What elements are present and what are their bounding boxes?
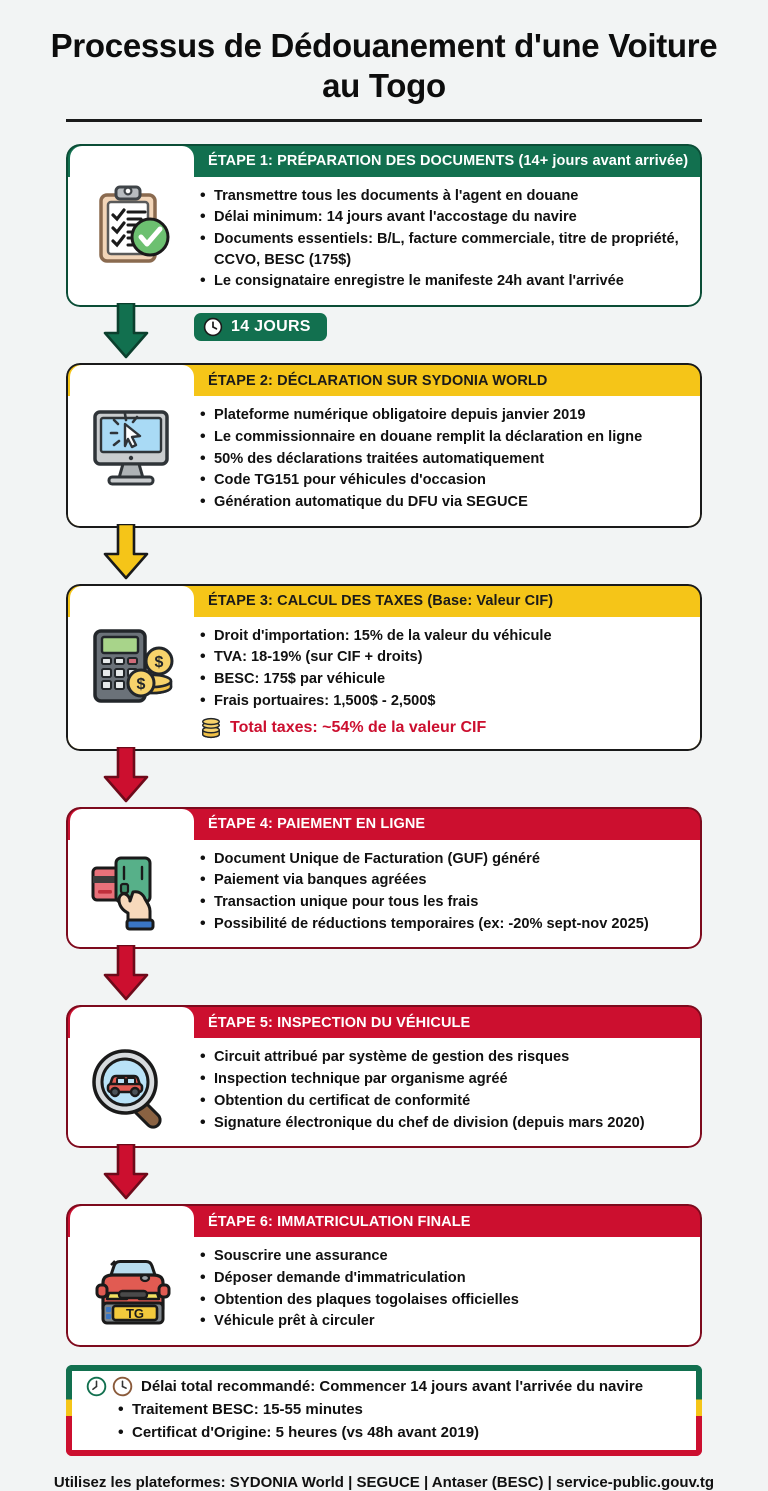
arrow-down-icon: [100, 1144, 160, 1204]
step-3-plate: [66, 584, 702, 751]
step-card-6: [66, 1204, 702, 1347]
step-2-icon-tab: [70, 365, 194, 398]
magnifier-car-icon: [87, 1044, 179, 1136]
svg-text:$: $: [136, 675, 146, 693]
step-5-icon-tab: [70, 1007, 194, 1040]
step-3-total: [198, 717, 686, 739]
step-2-icon-column: [68, 396, 198, 494]
step-5-body: [68, 1038, 700, 1146]
arrow-3-to-4: [66, 751, 702, 807]
list-item: • Transmettre tous les documents à l'agent en douane: [198, 186, 686, 207]
step-3-body: [68, 617, 700, 749]
step-1-icon-column: [68, 177, 198, 275]
step-2-body: [68, 396, 700, 526]
summary-list: [80, 1399, 686, 1444]
desktop-cursor-icon: [87, 402, 179, 494]
step-2-bullets: [198, 396, 700, 526]
step-1-title: ÉTAPE 1: PRÉPARATION DES DOCUMENTS (14+ jours avant arrivée): [208, 153, 689, 169]
clipboard-check-icon: [87, 183, 179, 275]
duration-badge-label: 14 JOURS: [231, 318, 311, 336]
arrow-1-to-2: [66, 307, 702, 363]
step-6-icon-column: [68, 1237, 198, 1335]
list-item: • Inspection technique par organisme agréé: [198, 1069, 686, 1090]
step-1-bullets: [198, 177, 700, 306]
step-card-1: [66, 144, 702, 308]
list-item: • Paiement via banques agréées: [198, 870, 686, 891]
svg-text:$: $: [154, 653, 164, 671]
step-6-icon-tab: [70, 1206, 194, 1239]
step-card-2: [66, 363, 702, 528]
step-4-title: ÉTAPE 4: PAIEMENT EN LIGNE: [208, 816, 426, 833]
arrow-down-icon: [100, 945, 160, 1005]
list-item: • Souscrire une assurance: [198, 1246, 686, 1267]
steps-container: [0, 144, 768, 1348]
step-card-4: [66, 807, 702, 950]
step-6-body: [68, 1237, 700, 1345]
list-item: • Obtention du certificat de conformité: [198, 1091, 686, 1112]
arrow-down-icon: [100, 747, 160, 807]
summary-box: [66, 1365, 702, 1456]
list-item: • Déposer demande d'immatriculation: [198, 1268, 686, 1289]
step-card-3: [66, 584, 702, 751]
step-5-icon-column: [68, 1038, 198, 1136]
step-6-title: ÉTAPE 6: IMMATRICULATION FINALE: [208, 1213, 471, 1230]
list-item: • Transaction unique pour tous les frais: [198, 892, 686, 913]
list-item: • Droit d'importation: 15% de la valeur du véhicule: [198, 626, 686, 647]
step-4-icon-tab: [70, 809, 194, 842]
list-item: • Délai minimum: 14 jours avant l'accostage du navire: [198, 207, 686, 228]
step-1-body: [68, 177, 700, 306]
svg-text:TG: TG: [125, 1306, 145, 1322]
calculator-coins-icon: [87, 623, 179, 715]
step-3-bullets: [198, 626, 686, 712]
step-4-icon-column: [68, 840, 198, 938]
list-item: • Circuit attribué par système de gestion des risques: [198, 1047, 686, 1068]
arrow-4-to-5: [66, 949, 702, 1005]
car-plate-icon: [87, 1243, 179, 1335]
summary-headline: Délai total recommandé: Commencer 14 jours avant l'arrivée du navire: [141, 1378, 644, 1396]
step-4-plate: [66, 807, 702, 950]
hand-credit-card-icon: [87, 846, 179, 938]
arrow-down-icon: [100, 524, 160, 584]
list-item: • Plateforme numérique obligatoire depuis janvier 2019: [198, 405, 686, 426]
arrow-5-to-6: [66, 1148, 702, 1204]
step-1-plate: [66, 144, 702, 308]
step-card-5: [66, 1005, 702, 1148]
step-3-icon-tab: [70, 586, 194, 619]
clock-alt-icon: [112, 1376, 133, 1397]
summary-top-border: [66, 1365, 702, 1371]
list-item: • Certificat d'Origine: 5 heures (vs 48h avant 2019): [118, 1422, 686, 1445]
title-divider: [66, 119, 702, 122]
platforms-footer: Utilisez les plateformes: SYDONIA World | SEGUCE | Antaser (BESC) | service-public.gouv.tg: [53, 1474, 715, 1491]
list-item: • Véhicule prêt à circuler: [198, 1311, 686, 1332]
list-item: • Le consignataire enregistre le manifeste 24h avant l'arrivée: [198, 271, 686, 292]
step-1-icon-tab: [70, 146, 194, 179]
step-3-icon-column: [68, 617, 198, 715]
step-5-title: ÉTAPE 5: INSPECTION DU VÉHICULE: [208, 1014, 471, 1031]
step-3-total-label: Total taxes: ~54% de la valeur CIF: [230, 718, 487, 736]
list-item: • Documents essentiels: B/L, facture commerciale, titre de propriété, CCVO, BESC (175$): [198, 229, 686, 270]
clock-icon: [203, 317, 223, 337]
list-item: • Le commissionnaire en douane remplit la déclaration en ligne: [198, 427, 686, 448]
step-2-plate: [66, 363, 702, 528]
list-item: • Code TG151 pour véhicules d'occasion: [198, 470, 686, 491]
step-6-bullets: [198, 1237, 700, 1345]
page-title: Processus de Dédouanement d'une Voiture au Togo: [50, 27, 718, 105]
list-item: • Document Unique de Facturation (GUF) généré: [198, 849, 686, 870]
step-4-bullets: [198, 840, 700, 948]
list-item: • Génération automatique du DFU via SEGUCE: [198, 492, 686, 513]
list-item: • 50% des déclarations traitées automatiquement: [198, 449, 686, 470]
header: [0, 0, 768, 122]
clock-icon: [86, 1376, 107, 1397]
duration-badge: [194, 313, 327, 341]
step-5-bullets: [198, 1038, 700, 1146]
step-5-plate: [66, 1005, 702, 1148]
list-item: • BESC: 175$ par véhicule: [198, 669, 686, 690]
step-3-title: ÉTAPE 3: CALCUL DES TAXES (Base: Valeur CIF): [208, 593, 554, 610]
step-6-plate: [66, 1204, 702, 1347]
step-4-body: [68, 840, 700, 948]
arrow-2-to-3: [66, 528, 702, 584]
list-item: • Signature électronique du chef de division (depuis mars 2020): [198, 1113, 686, 1134]
list-item: • Possibilité de réductions temporaires (ex: -20% sept-nov 2025): [198, 914, 686, 935]
summary-headline-row: [80, 1376, 686, 1397]
list-item: • TVA: 18-19% (sur CIF + droits): [198, 647, 686, 668]
arrow-down-icon: [100, 303, 160, 363]
list-item: • Obtention des plaques togolaises officielles: [198, 1290, 686, 1311]
coins-icon: [200, 717, 222, 739]
summary-bottom-border: [66, 1450, 702, 1456]
list-item: • Traitement BESC: 15-55 minutes: [118, 1399, 686, 1422]
list-item: • Frais portuaires: 1,500$ - 2,500$: [198, 691, 686, 712]
step-2-title: ÉTAPE 2: DÉCLARATION SUR SYDONIA WORLD: [208, 372, 548, 389]
summary-section: [0, 1365, 768, 1456]
